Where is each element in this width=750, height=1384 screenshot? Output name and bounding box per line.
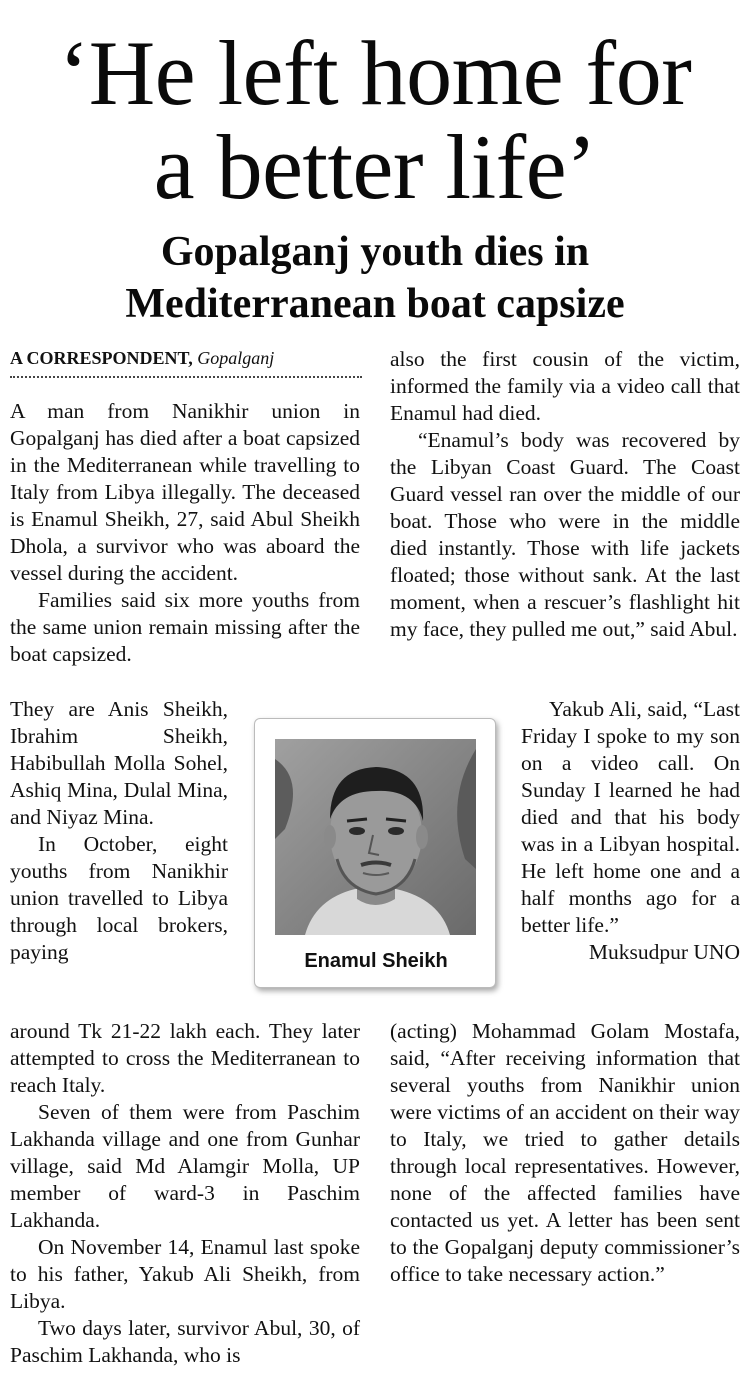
- paragraph: Seven of them were from Paschim Lakhanda village and one from Gunhar village, said Md Alamgir Molla, UP member of ward-3 in Paschim Lakhanda.: [10, 1100, 360, 1232]
- paragraph: “Enamul’s body was recovered by the Libyan Coast Guard. The Coast Guard vessel ran over the middle of our boat. Those who were in the middle died instantly. Those with life jackets floated; those without sank. At the last moment, when a rescuer’s flashlight hit my face, they pulled me out,” said Abul.: [390, 428, 740, 641]
- headline-line-2: a better life’: [153, 116, 597, 218]
- photo-caption: Enamul Sheikh: [304, 950, 448, 972]
- paragraph: Two days later, survivor Abul, 30, of Paschim Lakhanda, who is: [10, 1316, 360, 1367]
- paragraph: also the first cousin of the victim, informed the family via a video call that Enamul had died.: [390, 347, 740, 425]
- photo-frame: [254, 718, 496, 988]
- column-2-top: [390, 346, 740, 643]
- subheadline-line-2: Mediterranean boat capsize: [125, 281, 625, 327]
- subheadline: [0, 226, 750, 330]
- column-2-middle: [521, 696, 740, 966]
- paragraph: around Tk 21-22 lakh each. They later attempted to cross the Mediterranean to reach Italy.: [10, 1019, 360, 1097]
- byline-location: Gopalganj: [197, 348, 275, 368]
- portrait-photo: [275, 739, 476, 935]
- headline-line-1: ‘He left home for: [58, 22, 692, 124]
- paragraph: On November 14, Enamul last spoke to his father, Yakub Ali Sheikh, from Libya.: [10, 1235, 360, 1313]
- paragraph: Families said six more youths from the same union remain missing after the boat capsized.: [10, 588, 360, 666]
- paragraph: A man from Nanikhir union in Gopalganj has died after a boat capsized in the Mediterranean while travelling to Italy from Libya illegally. The deceased is Enamul Sheikh, 27, said Abul Sheikh Dhola, a survivor who was aboard the vessel during the accident.: [10, 399, 360, 585]
- column-2-bottom: [390, 1018, 740, 1288]
- byline-correspondent: A CORRESPONDENT,: [10, 348, 193, 368]
- headline: [0, 22, 750, 218]
- paragraph: Yakub Ali, said, “Last Friday I spoke to my son on a video call. On Sunday I learned he had died and that his body was in a Libyan hospital. He left home one and a half months ago for a better life.”: [521, 697, 740, 937]
- subheadline-line-1: Gopalganj youth dies in: [160, 229, 590, 275]
- byline: [10, 346, 362, 378]
- column-1-middle: [10, 696, 228, 966]
- paragraph: In October, eight youths from Nanikhir union travelled to Libya through local brokers, paying: [10, 832, 228, 964]
- column-1-bottom: [10, 1018, 360, 1369]
- paragraph: (acting) Mohammad Golam Mostafa, said, “After receiving information that several youths from Nanikhir union were victims of an accident on their way to Italy, we tried to gather details through local representatives. However, none of the affected families have contacted us yet. A letter has been sent to the Gopalganj deputy commissioner’s office to take necessary action.”: [390, 1019, 740, 1286]
- portrait-icon: [275, 739, 476, 935]
- paragraph: They are Anis Sheikh, Ibrahim Sheikh, Habibullah Molla Sohel, Ashiq Mina, Dulal Mina, and Niyaz Mina.: [10, 697, 228, 829]
- column-1-top: [10, 398, 360, 668]
- paragraph: Muksudpur UNO: [588, 940, 740, 964]
